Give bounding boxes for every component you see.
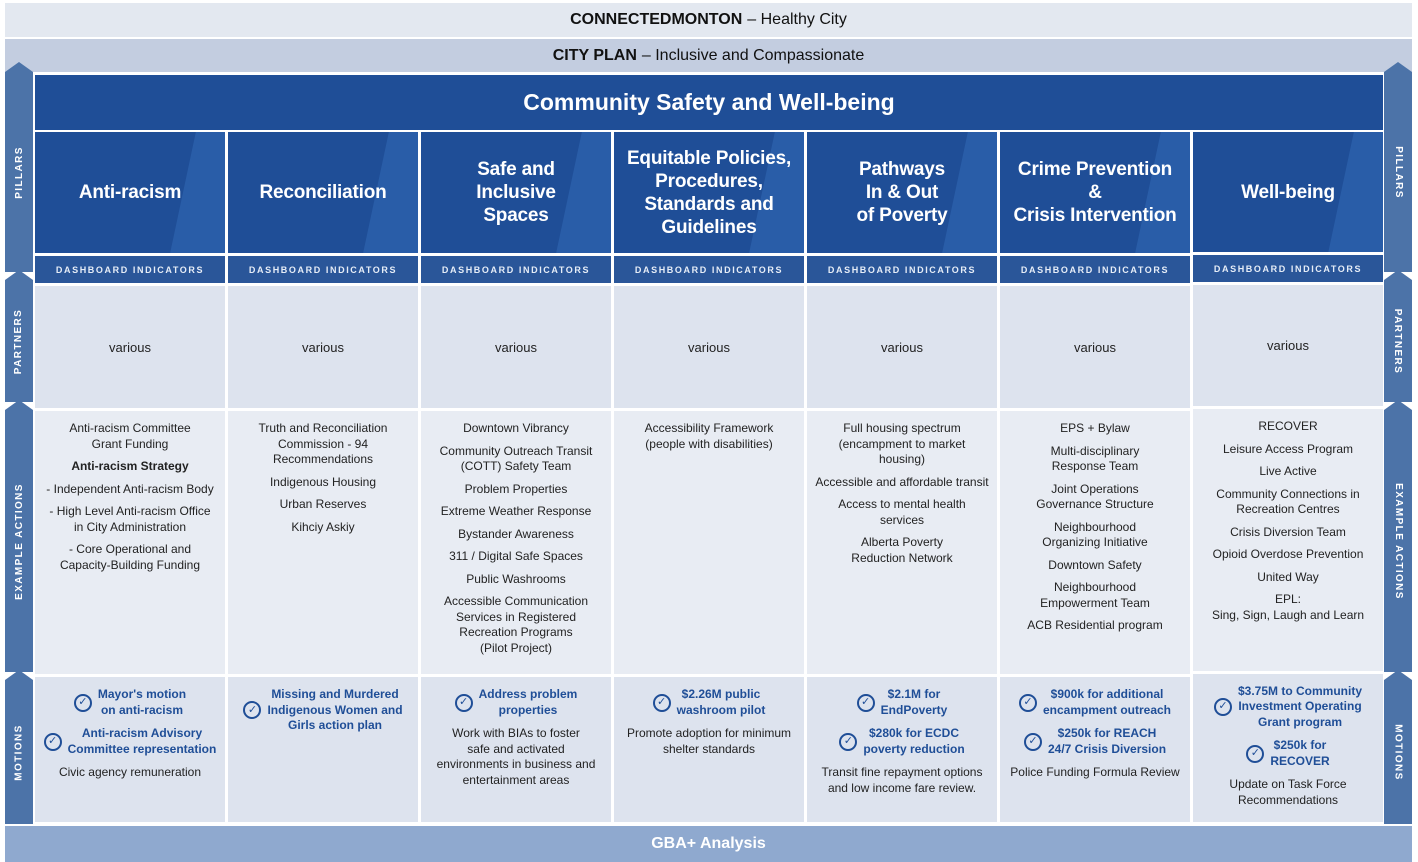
action-item: Leisure Access Program — [1222, 441, 1354, 456]
dashboard-indicators-label: DASHBOARD INDICATORS — [35, 256, 225, 283]
action-item: 311 / Digital Safe Spaces — [449, 549, 583, 563]
action-item: RECOVER — [1258, 419, 1318, 434]
motion-item: Work with BIAs to foster safe and activated environments in business and entertainment areas — [436, 726, 596, 787]
motions-cell — [1193, 674, 1383, 823]
partners-cell: various — [807, 286, 997, 408]
dashboard-indicators-label: DASHBOARD INDICATORS — [807, 256, 997, 283]
action-item: Community Outreach Transit (COTT) Safety Team — [439, 443, 593, 473]
action-item: Joint Operations Governance Structure — [1036, 481, 1154, 511]
pillar-arrow-shape — [942, 132, 997, 253]
side-label-pillars: PILLARS — [5, 72, 33, 272]
motion-item-checked — [43, 687, 217, 718]
pillar-header — [228, 132, 418, 253]
check-circle-icon: ✓ — [1214, 698, 1232, 716]
action-item: Live Active — [1259, 464, 1317, 479]
side-label-partners: PARTNERS — [1384, 280, 1412, 402]
example-actions-cell — [421, 411, 611, 674]
pillar-column — [35, 132, 225, 822]
motion-item: Update on Task Force Recommendations — [1229, 777, 1347, 807]
dashboard-indicators-label: DASHBOARD INDICATORS — [1193, 255, 1383, 282]
partners-cell: various — [614, 286, 804, 408]
motion-item-checked — [1201, 684, 1375, 731]
action-item: Full housing spectrum (encampment to market housing) — [838, 421, 966, 466]
side-label-actions: EXAMPLE ACTIONS — [5, 410, 33, 672]
pillar-title: Equitable Policies, Procedures, Standards and Guidelines — [626, 147, 792, 238]
dashboard-indicators-label: DASHBOARD INDICATORS — [421, 256, 611, 283]
city-plan-banner — [5, 39, 1412, 72]
action-item: Indigenous Housing — [269, 474, 377, 489]
action-item: Downtown Safety — [1048, 557, 1142, 572]
example-actions-cell — [1193, 409, 1383, 670]
action-item: Crisis Diversion Team — [1230, 524, 1346, 539]
partners-cell: various — [228, 286, 418, 408]
side-label-partners: PARTNERS — [5, 280, 33, 402]
motions-cell — [1000, 677, 1190, 822]
left-side-labels — [5, 62, 33, 824]
check-circle-icon: ✓ — [653, 694, 671, 712]
action-item: Neighbourhood Organizing Initiative — [1042, 519, 1148, 549]
partners-cell: various — [1193, 285, 1383, 406]
action-item: Access to mental health services — [838, 497, 966, 527]
partners-cell: various — [35, 286, 225, 408]
check-circle-icon: ✓ — [44, 733, 62, 751]
check-circle-icon: ✓ — [1246, 745, 1264, 763]
pillar-column — [807, 132, 997, 822]
plan-subtitle: – Inclusive and Compassionate — [641, 46, 865, 64]
pillar-column — [1193, 132, 1383, 822]
motions-cell — [614, 677, 804, 822]
pillar-title: Reconciliation — [259, 182, 387, 203]
pillar-title: Well-being — [1241, 181, 1335, 203]
motion-text: $3.75M to Community Investment Operating Grant program — [1237, 683, 1363, 729]
partners-cell: various — [421, 286, 611, 408]
motion-item: Police Funding Formula Review — [1010, 765, 1180, 779]
action-item: Anti-racism Strategy — [71, 459, 189, 473]
plan-name: CITY PLAN — [552, 46, 637, 64]
motion-item-checked — [236, 687, 410, 734]
pillar-header — [807, 132, 997, 253]
pillar-column — [228, 132, 418, 822]
side-label-motions: MOTIONS — [5, 680, 33, 824]
side-label-motions: MOTIONS — [1384, 680, 1412, 824]
example-actions-cell — [35, 411, 225, 674]
action-item: EPS + Bylaw — [1060, 421, 1130, 435]
check-circle-icon: ✓ — [74, 694, 92, 712]
motions-cell — [421, 677, 611, 822]
check-circle-icon: ✓ — [1019, 694, 1037, 712]
action-item: Public Washrooms — [466, 571, 566, 586]
action-item: - High Level Anti-racism Office in City Administration — [49, 504, 211, 534]
motion-item: Promote adoption for minimum shelter standards — [626, 726, 792, 756]
action-item: Kihciy Askiy — [291, 519, 355, 534]
pillar-column — [1000, 132, 1190, 822]
action-item: Bystander Awareness — [458, 526, 574, 541]
pillar-title: Anti-racism — [78, 182, 182, 203]
action-item: Urban Reserves — [279, 497, 367, 511]
action-item: Community Connections in Recreation Centres — [1216, 486, 1360, 517]
motion-item-checked — [43, 726, 217, 757]
motion-text: $250k for RECOVER — [1270, 738, 1330, 768]
pillar-header — [1193, 132, 1383, 252]
example-actions-cell — [1000, 411, 1190, 674]
motions-cell — [228, 677, 418, 822]
motion-item-checked — [429, 687, 603, 718]
motion-item-checked — [1008, 687, 1182, 718]
motion-text: Address problem properties — [478, 687, 578, 717]
pillar-header — [614, 132, 804, 253]
pillar-title: Safe and Inclusive Spaces — [476, 159, 556, 226]
action-item: ACB Residential program — [1027, 618, 1163, 632]
example-actions-cell — [807, 411, 997, 674]
pillar-column — [614, 132, 804, 822]
motion-item-checked — [815, 687, 989, 718]
dashboard-indicators-label: DASHBOARD INDICATORS — [1000, 256, 1190, 283]
action-item: Accessible Communication Services in Registered Recreation Programs (Pilot Project) — [443, 594, 589, 655]
action-item: Opioid Overdose Prevention — [1212, 547, 1364, 562]
motion-item-checked — [622, 687, 796, 718]
side-label-actions: EXAMPLE ACTIONS — [1384, 410, 1412, 672]
pillar-header — [1000, 132, 1190, 253]
motion-text: $900k for additional encampment outreach — [1042, 687, 1172, 717]
pillar-arrow-shape — [1328, 132, 1383, 252]
example-actions-cell — [228, 411, 418, 674]
example-actions-cell — [614, 411, 804, 674]
motions-cell — [807, 677, 997, 822]
action-item: Anti-racism Committee Grant Funding — [69, 421, 191, 451]
partners-cell: various — [1000, 286, 1190, 408]
action-item: - Core Operational and Capacity-Building Funding — [59, 542, 201, 572]
action-item: Neighbourhood Empowerment Team — [1040, 580, 1150, 610]
dashboard-indicators-label: DASHBOARD INDICATORS — [228, 256, 418, 283]
banner-org-name: CONNECTEDMONTON — [570, 11, 743, 28]
connectedmonton-banner — [5, 3, 1412, 37]
motion-item: Transit fine repayment options and low income fare review. — [821, 765, 983, 795]
motion-item: Civic agency remuneration — [58, 765, 202, 779]
action-item: - Independent Anti-racism Body — [46, 481, 214, 496]
pillar-header — [35, 132, 225, 253]
motion-text: $2.26M public washroom pilot — [676, 687, 766, 717]
check-circle-icon: ✓ — [839, 733, 857, 751]
action-item: Truth and Reconciliation Commission - 94 Recommendations — [258, 421, 388, 466]
action-item: EPL: Sing, Sign, Laugh and Learn — [1211, 592, 1365, 622]
action-item: Downtown Vibrancy — [463, 421, 569, 435]
check-circle-icon: ✓ — [857, 694, 875, 712]
motion-text: $2.1M for EndPoverty — [880, 687, 948, 717]
pillar-arrow-shape — [556, 132, 611, 253]
motion-item-checked — [1201, 738, 1375, 769]
action-item: Accessibility Framework (people with disabilities) — [644, 421, 774, 451]
right-side-labels — [1384, 62, 1412, 824]
dashboard-indicators-label: DASHBOARD INDICATORS — [614, 256, 804, 283]
pillar-title: Crime Prevention & Crisis Intervention — [1013, 159, 1177, 226]
check-circle-icon: ✓ — [1024, 733, 1042, 751]
motions-cell — [35, 677, 225, 822]
side-label-pillars: PILLARS — [1384, 72, 1412, 272]
pillar-column — [421, 132, 611, 822]
check-circle-icon: ✓ — [243, 701, 261, 719]
page-title: Community Safety and Well-being — [35, 75, 1383, 130]
motion-item-checked — [1008, 726, 1182, 757]
pillar-header — [421, 132, 611, 253]
motion-text: Mayor's motion on anti-racism — [97, 687, 187, 717]
action-item: United Way — [1257, 569, 1319, 584]
gba-analysis-banner: GBA+ Analysis — [5, 826, 1412, 862]
motion-item-checked — [815, 726, 989, 757]
motion-text: Anti-racism Advisory Committee representation — [67, 726, 217, 756]
banner-org-subtitle: – Healthy City — [747, 11, 847, 28]
motion-text: $280k for ECDC poverty reduction — [863, 726, 965, 756]
motion-text: Missing and Murdered Indigenous Women and Girls action plan — [267, 687, 403, 732]
action-item: Problem Properties — [464, 481, 568, 496]
action-item: Alberta Poverty Reduction Network — [851, 535, 953, 565]
motion-text: $250k for REACH 24/7 Crisis Diversion — [1047, 726, 1167, 756]
action-item: Extreme Weather Response — [440, 504, 592, 518]
action-item: Accessible and affordable transit — [815, 474, 989, 489]
pillar-title: Pathways In & Out of Poverty — [856, 159, 948, 226]
check-circle-icon: ✓ — [455, 694, 473, 712]
action-item: Multi-disciplinary Response Team — [1050, 443, 1140, 473]
pillars-grid — [35, 132, 1383, 822]
